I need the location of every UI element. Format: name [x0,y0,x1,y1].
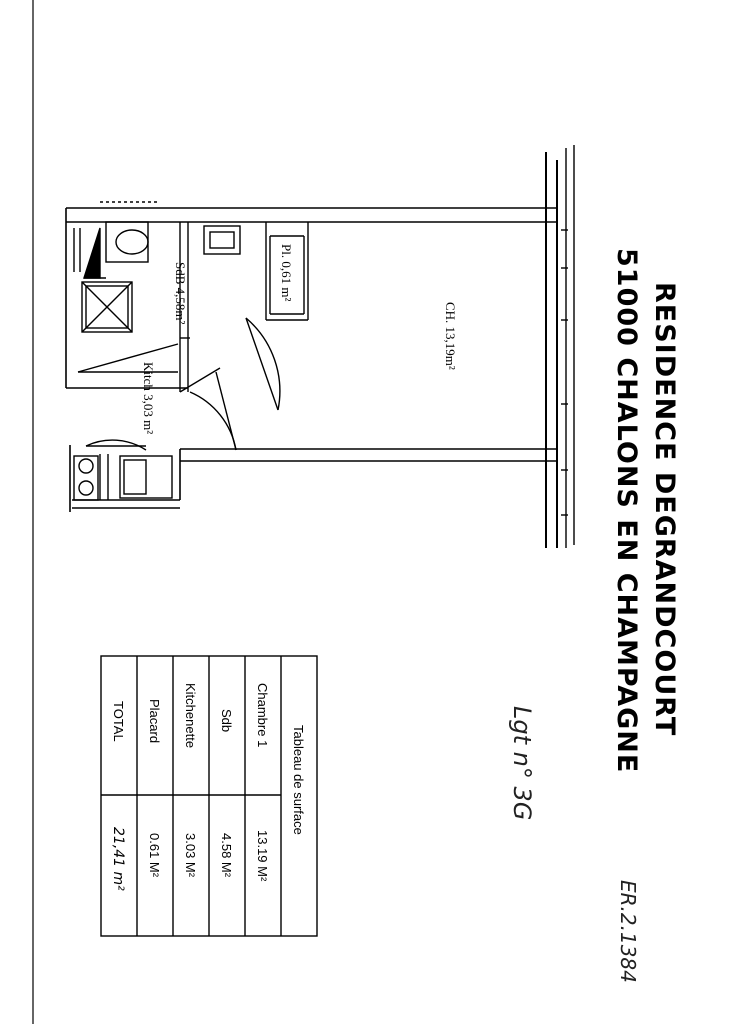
kitchen-fixtures [74,454,172,500]
table-row-value: 0.61 M² [147,833,162,878]
room-label-chambre: CH. 13,19m² [443,302,458,370]
table-row-label: Chambre 1 [255,683,270,748]
table-title: Tableau de surface [291,725,306,835]
table-row-value: 13.19 M² [255,830,270,882]
table-row-label: Placard [147,699,162,744]
room-label-placard: Pl. 0,61 m² [279,244,294,302]
surface-table [100,655,318,937]
surface-table-grid [100,655,318,937]
bath-fixtures [74,202,240,372]
table-row-value: 4.58 M² [219,833,234,878]
table-row-value: 3.03 M² [183,833,198,878]
reference-number: ER.2.1384 [616,880,640,983]
table-row-value: 21,41 m² [110,827,126,891]
table-row-label: TOTAL [111,701,126,742]
table-row-label: Sdb [219,709,234,733]
room-label-sdb: SdB 4,58m² [173,262,188,325]
residence-title: RESIDENCE DEGRANDCOURT [649,282,680,737]
lot-number: Lgt n° 3G [508,706,536,821]
city-title: 51000 CHALONS EN CHAMPAGNE [611,248,642,774]
exterior-wall [546,145,574,548]
unit-walls [66,208,557,512]
room-label-kitchen: Kitch 3,03 m² [141,362,156,435]
table-row-label: Kitchenette [183,683,198,749]
